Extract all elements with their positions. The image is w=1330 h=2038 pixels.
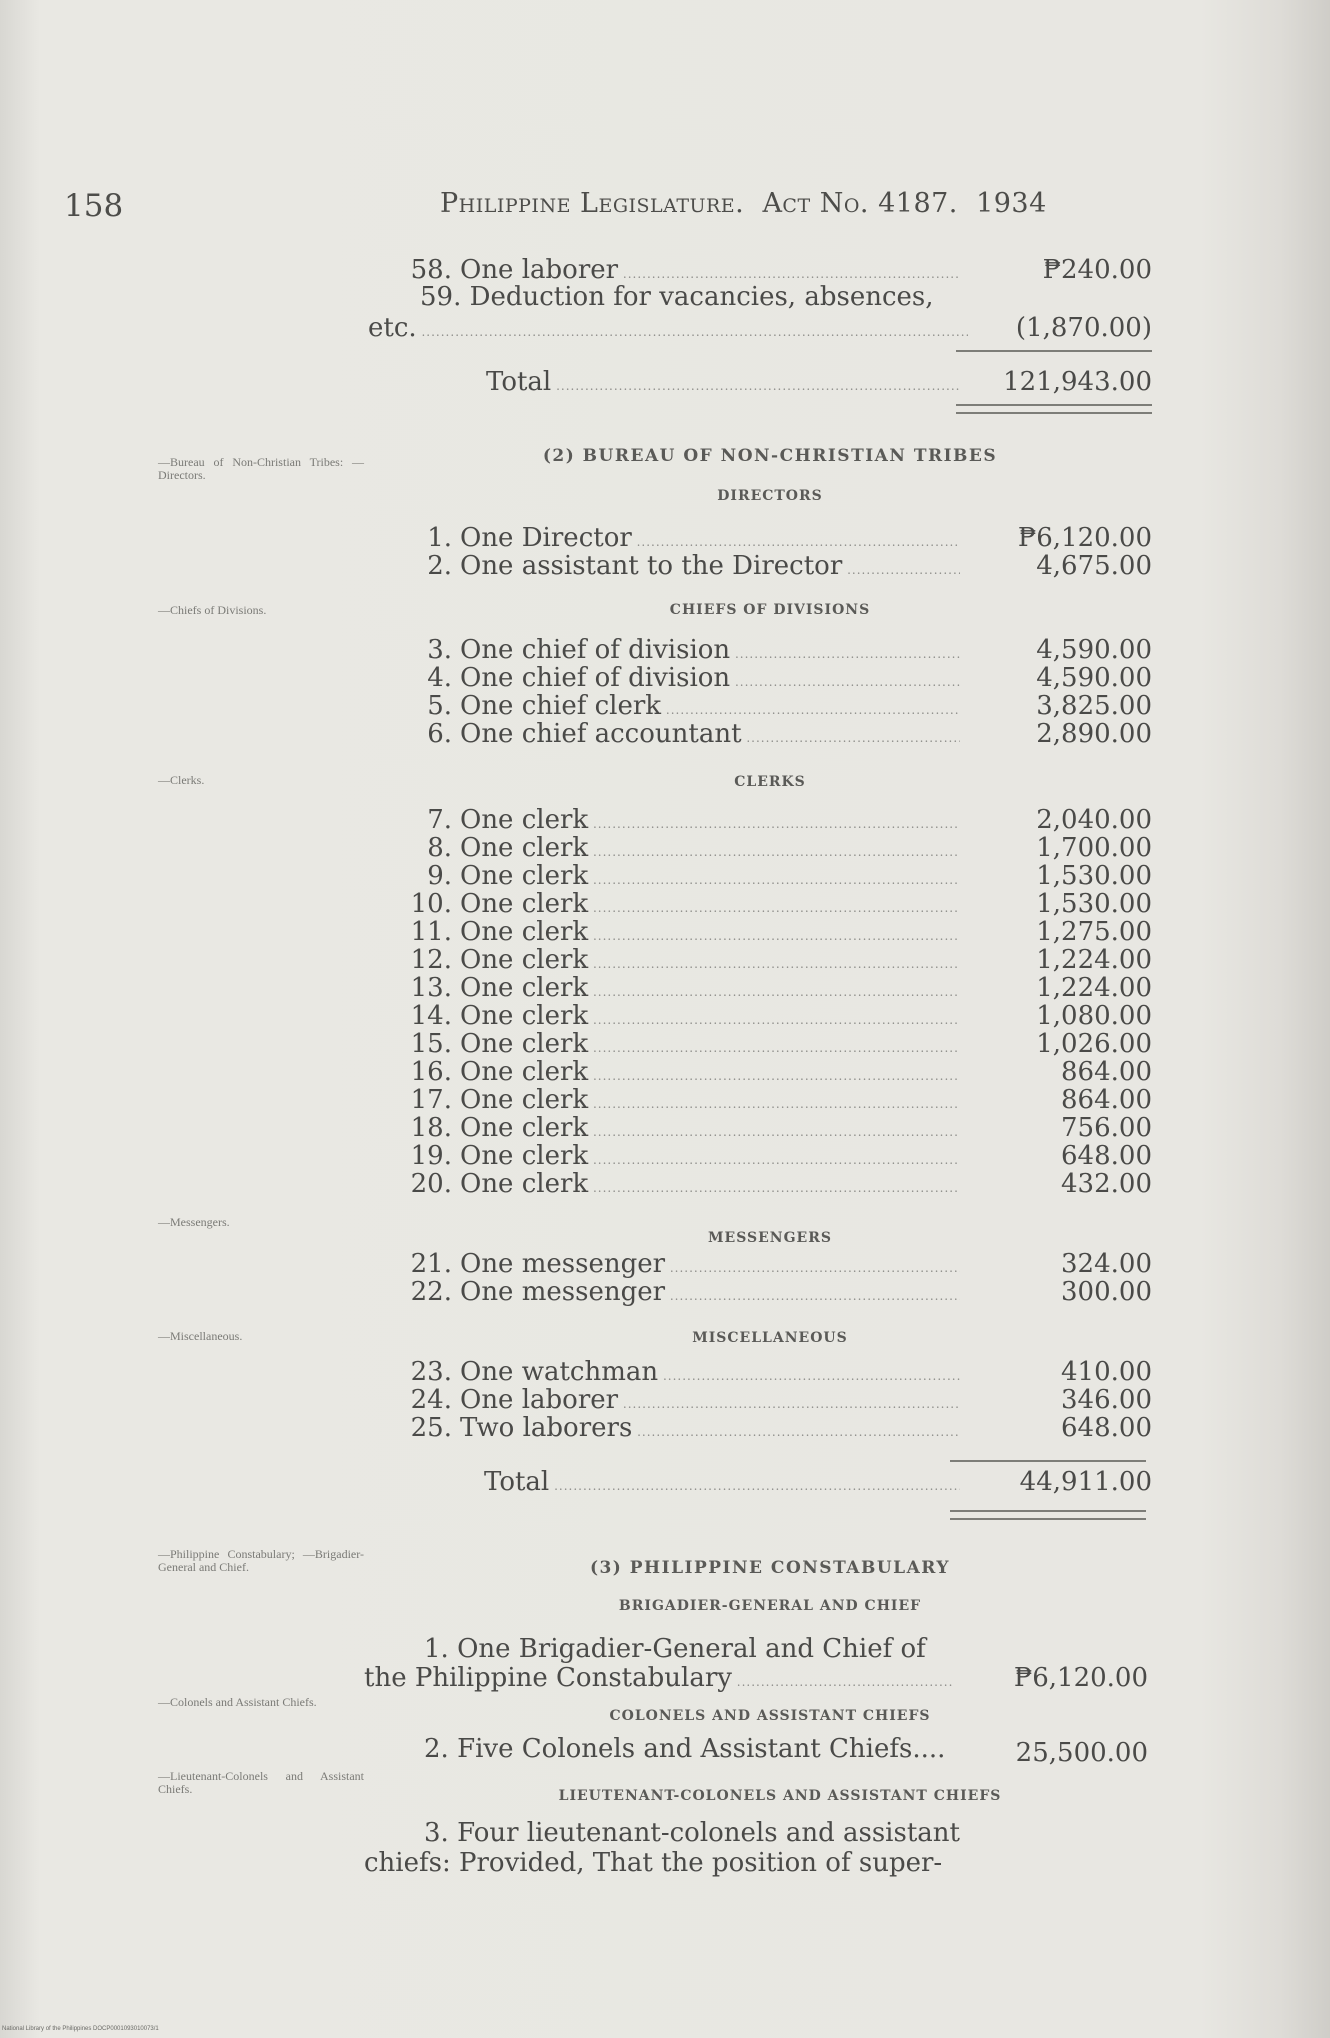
- item-amount: 864.00: [1061, 1085, 1152, 1115]
- total-double-rule: [950, 1510, 1146, 1520]
- margin-note-bureau: —Bureau of Non-Christian Tribes: —Directors.: [158, 455, 364, 482]
- line-item: [360, 918, 1152, 946]
- item-number: 9.: [427, 862, 452, 891]
- item-amount: 1,224.00: [1036, 973, 1152, 1003]
- item-number: 3.: [427, 636, 452, 665]
- item-number: 15.: [410, 1030, 452, 1059]
- item-number: 25.: [410, 1414, 452, 1443]
- line-item: [360, 834, 1152, 862]
- item-amount: ₱6,120.00: [1017, 523, 1152, 553]
- item-label: Two laborers: [460, 1414, 633, 1443]
- item-amount: 1,080.00: [1036, 1001, 1152, 1031]
- item-number: 18.: [410, 1114, 452, 1143]
- item-number: 14.: [410, 1002, 452, 1031]
- item-amount: 3,825.00: [1036, 691, 1152, 721]
- item-number: 23.: [410, 1358, 452, 1387]
- section-3-heading: (3) PHILIPPINE CONSTABULARY: [589, 1558, 951, 1578]
- item-number: 17.: [410, 1086, 452, 1115]
- running-head: [440, 188, 1047, 219]
- line-item: [360, 890, 1152, 918]
- clerks-list: [360, 806, 1152, 1198]
- line-item: [360, 1170, 1152, 1198]
- line-item: [360, 1358, 1152, 1386]
- item-amount: 1,026.00: [1036, 1029, 1152, 1059]
- line-item: [360, 1086, 1152, 1114]
- sum-rule: [950, 1460, 1146, 1462]
- line-item: [360, 314, 1152, 342]
- line-item: [360, 974, 1152, 1002]
- item-number: 24.: [410, 1386, 452, 1415]
- misc-list: [360, 1358, 1152, 1442]
- item-label: One chief clerk: [460, 692, 662, 721]
- line-item: [360, 862, 1152, 890]
- colonels-line: 2. Five Colonels and Assistant Chiefs....: [424, 1734, 946, 1764]
- line-item: [360, 1386, 1152, 1414]
- item-number: 4.: [427, 664, 452, 693]
- messengers-subheading: MESSENGERS: [708, 1230, 832, 1246]
- item-label: etc.: [368, 314, 417, 343]
- item-label: One assistant to the Director: [460, 552, 843, 581]
- line-item: [360, 552, 1152, 580]
- item-amount: 1,530.00: [1036, 861, 1152, 891]
- margin-note-ltcolonels: —Lieutenant-Colonels and Assistant Chiefs.: [158, 1769, 364, 1796]
- item-amount: 648.00: [1061, 1413, 1152, 1443]
- total-double-rule: [956, 404, 1152, 414]
- item-amount: 648.00: [1061, 1141, 1152, 1171]
- item-58-block: [360, 256, 1152, 284]
- item-label: One clerk: [460, 1002, 589, 1031]
- line-item: [360, 1058, 1152, 1086]
- item-amount: 864.00: [1061, 1057, 1152, 1087]
- line-item: [360, 524, 1152, 552]
- item-amount: 4,675.00: [1036, 551, 1152, 581]
- item-label: One clerk: [460, 1142, 589, 1171]
- item-label: One watchman: [460, 1358, 659, 1387]
- item-label: One clerk: [460, 1170, 589, 1199]
- line-item: [360, 1278, 1152, 1306]
- item-number: 6.: [427, 720, 452, 749]
- item-label: One laborer: [460, 256, 619, 285]
- brigadier-subheading: BRIGADIER-GENERAL AND CHIEF: [618, 1598, 922, 1614]
- messengers-list: [360, 1250, 1152, 1306]
- item-number: 12.: [410, 946, 452, 975]
- item-number: 58.: [410, 256, 452, 285]
- page-number: 158: [64, 188, 124, 224]
- margin-note-chiefs: —Chiefs of Divisions.: [158, 603, 267, 617]
- item-number: 8.: [427, 834, 452, 863]
- item-amount: 1,275.00: [1036, 917, 1152, 947]
- item-number: 5.: [427, 692, 452, 721]
- item-number: 13.: [410, 974, 452, 1003]
- item-amount: 346.00: [1061, 1385, 1152, 1415]
- total-label: Total: [484, 1468, 550, 1497]
- margin-note-messengers: —Messengers.: [158, 1215, 230, 1229]
- item-amount: 1,700.00: [1036, 833, 1152, 863]
- section-2-heading: (2) BUREAU OF NON-CHRISTIAN TRIBES: [542, 446, 998, 466]
- item-label: One clerk: [460, 946, 589, 975]
- item-number: 19.: [410, 1142, 452, 1171]
- item-amount: 4,590.00: [1036, 663, 1152, 693]
- directors-list: [360, 524, 1152, 580]
- total-amount: 121,943.00: [1003, 367, 1152, 397]
- item-label: One clerk: [460, 974, 589, 1003]
- directors-subheading: DIRECTORS: [717, 488, 823, 504]
- item-label: the Philippine Constabulary: [364, 1664, 732, 1693]
- total-amount: 44,911.00: [1019, 1467, 1152, 1497]
- margin-note-misc: —Miscellaneous.: [158, 1329, 243, 1343]
- item-number: 20.: [410, 1170, 452, 1199]
- item-amount: 324.00: [1061, 1249, 1152, 1279]
- line-item: [360, 256, 1152, 284]
- item-label: One clerk: [460, 862, 589, 891]
- item-number: 7.: [427, 806, 452, 835]
- item-label: One clerk: [460, 918, 589, 947]
- item-amount: (1,870.00): [1015, 313, 1152, 343]
- total-label: Total: [486, 368, 552, 397]
- item-label: One chief of division: [460, 636, 731, 665]
- running-head-act: Act No. 4187.: [762, 188, 958, 219]
- item-59-line1: 59. Deduction for vacancies, absences,: [420, 282, 934, 312]
- brigadier-line2: [364, 1664, 1148, 1692]
- item-number: 22.: [410, 1278, 452, 1307]
- item-number: 11.: [410, 918, 452, 947]
- colonels-subheading: COLONELS AND ASSISTANT CHIEFS: [609, 1708, 931, 1724]
- item-label: One clerk: [460, 1114, 589, 1143]
- margin-note-clerks: —Clerks.: [158, 773, 205, 787]
- item-label: One clerk: [460, 806, 589, 835]
- ltcolonels-line1: 3. Four lieutenant-colonels and assistant: [424, 1818, 960, 1848]
- item-amount: 300.00: [1061, 1277, 1152, 1307]
- line-item: [360, 1414, 1152, 1442]
- item-amount: ₱6,120.00: [1013, 1663, 1148, 1693]
- item-amount: 1,224.00: [1036, 945, 1152, 975]
- sum-rule: [956, 350, 1152, 352]
- line-item: [360, 720, 1152, 748]
- line-item: [360, 1114, 1152, 1142]
- item-amount: ₱240.00: [1042, 255, 1152, 285]
- line-item: [360, 806, 1152, 834]
- item-label: One chief accountant: [460, 720, 742, 749]
- item-number: 21.: [410, 1250, 452, 1279]
- margin-note-constabulary: —Philippine Constabulary; —Brigadier-General and Chief.: [158, 1547, 364, 1574]
- margin-note-colonels: —Colonels and Assistant Chiefs.: [158, 1695, 317, 1709]
- item-amount: 756.00: [1061, 1113, 1152, 1143]
- total-1: [360, 368, 1152, 396]
- running-head-year: 1934: [976, 188, 1047, 219]
- item-59-block: [360, 314, 1152, 342]
- item-amount: 1,530.00: [1036, 889, 1152, 919]
- item-label: One clerk: [460, 890, 589, 919]
- colonels-amount: 25,500.00: [1015, 1738, 1148, 1768]
- ltcolonels-subheading: LIEUTENANT-COLONELS AND ASSISTANT CHIEFS: [558, 1788, 1002, 1804]
- ltcolonels-line2: chiefs: Provided, That the position of super-: [364, 1848, 943, 1878]
- item-amount: 4,590.00: [1036, 635, 1152, 665]
- scan-footer: National Library of the Philippines DOCP0001093010073/1: [2, 2026, 159, 2032]
- line-item: [360, 664, 1152, 692]
- chiefs-list: [360, 636, 1152, 748]
- clerks-subheading: CLERKS: [734, 774, 806, 790]
- item-amount: 432.00: [1061, 1169, 1152, 1199]
- line-item: [360, 1030, 1152, 1058]
- item-number: 16.: [410, 1058, 452, 1087]
- chiefs-subheading: CHIEFS OF DIVISIONS: [669, 602, 871, 618]
- item-label: One messenger: [460, 1278, 666, 1307]
- item-label: One laborer: [460, 1386, 619, 1415]
- item-label: One Director: [460, 524, 632, 553]
- brigadier-line1: 1. One Brigadier-General and Chief of: [424, 1634, 926, 1664]
- item-number: 1.: [427, 524, 452, 553]
- total-2: [360, 1468, 1152, 1496]
- misc-subheading: MISCELLANEOUS: [692, 1330, 848, 1346]
- item-number: 2.: [427, 552, 452, 581]
- item-label: One clerk: [460, 834, 589, 863]
- item-label: One clerk: [460, 1086, 589, 1115]
- item-amount: 410.00: [1061, 1357, 1152, 1387]
- item-label: One clerk: [460, 1030, 589, 1059]
- item-amount: 2,040.00: [1036, 805, 1152, 835]
- item-label: One messenger: [460, 1250, 666, 1279]
- line-item: [360, 946, 1152, 974]
- line-item: [360, 692, 1152, 720]
- item-label: One chief of division: [460, 664, 731, 693]
- item-number: 10.: [410, 890, 452, 919]
- line-item: [360, 1142, 1152, 1170]
- line-item: [360, 1002, 1152, 1030]
- line-item: [360, 636, 1152, 664]
- item-amount: 2,890.00: [1036, 719, 1152, 749]
- running-head-title: Philippine Legislature.: [440, 188, 745, 219]
- line-item: [360, 1250, 1152, 1278]
- item-label: One clerk: [460, 1058, 589, 1087]
